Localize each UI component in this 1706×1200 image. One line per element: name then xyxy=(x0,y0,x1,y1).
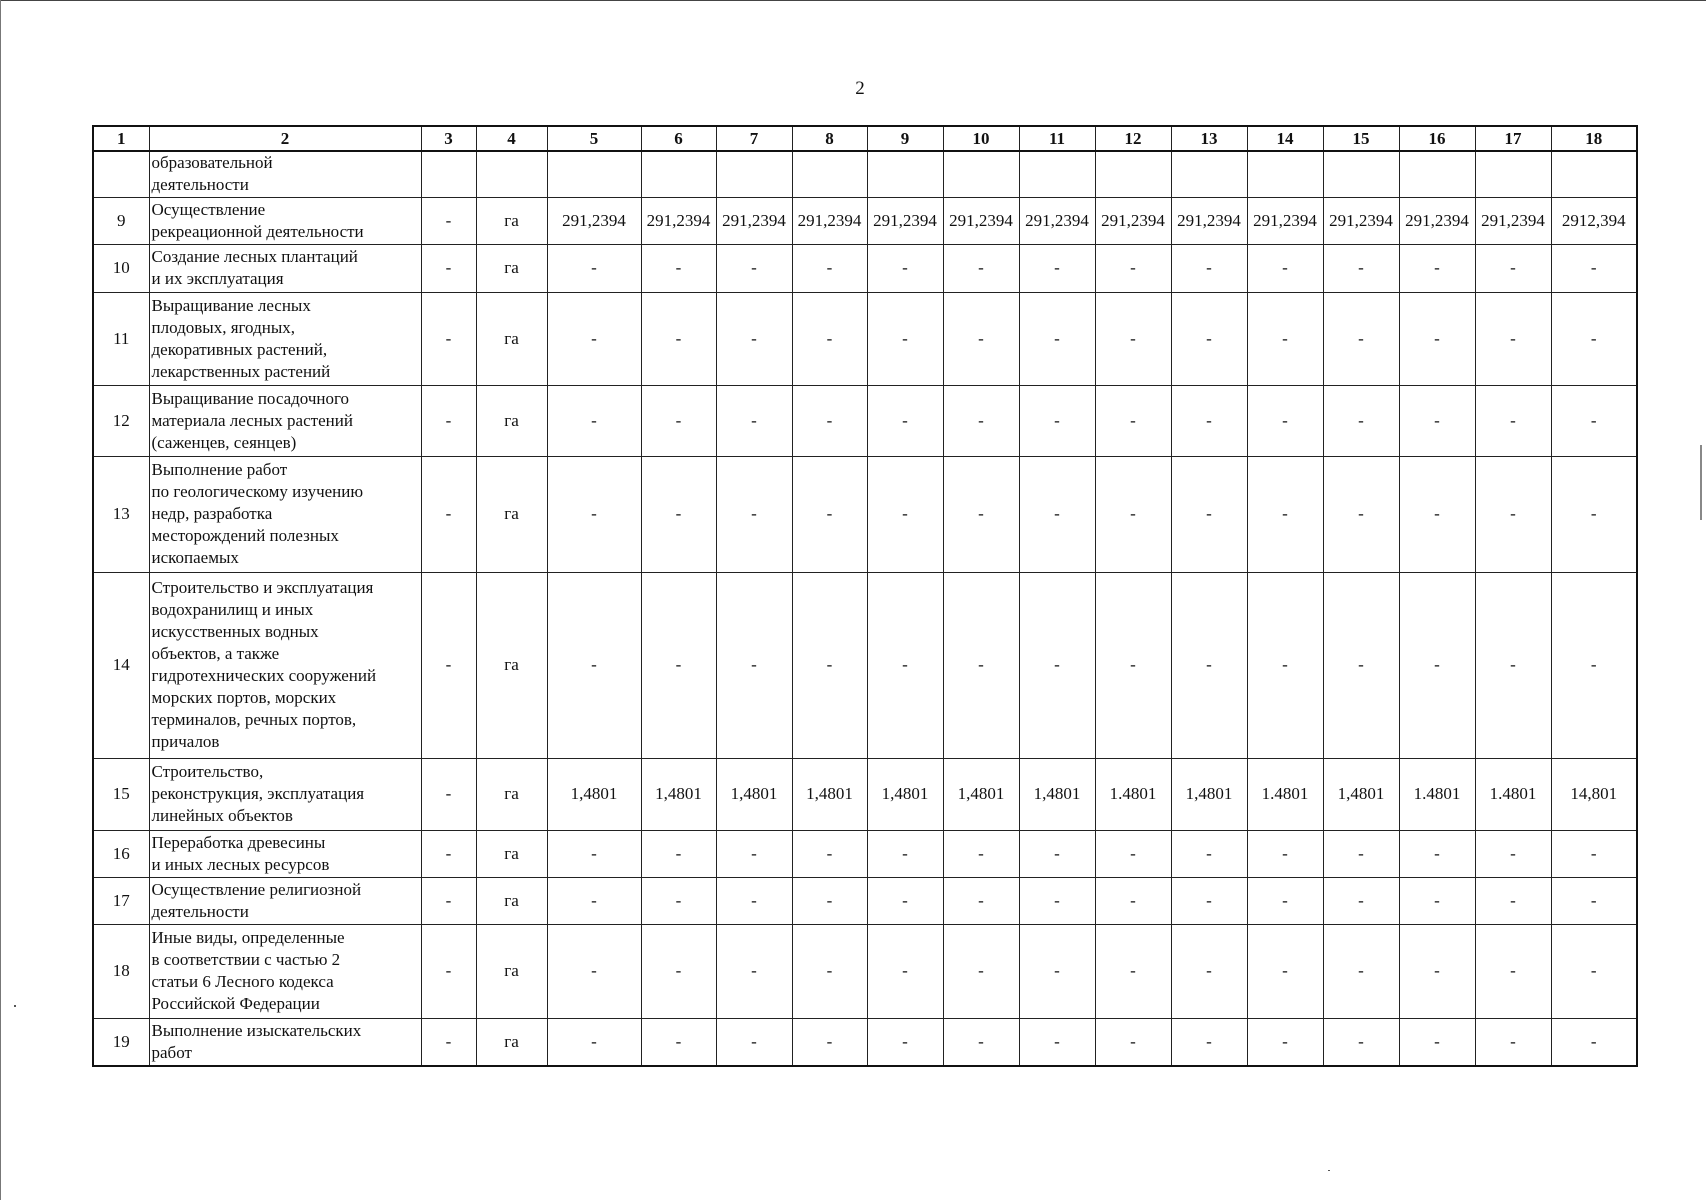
value-cell: - xyxy=(943,456,1019,572)
value-cell: - xyxy=(1019,924,1095,1018)
value-cell: - xyxy=(1475,924,1551,1018)
value-cell: 291,2394 xyxy=(1399,197,1475,244)
value-cell: 1,4801 xyxy=(716,758,792,830)
row-number: 18 xyxy=(93,924,149,1018)
value-cell: 291,2394 xyxy=(1019,197,1095,244)
value-cell: - xyxy=(867,877,943,924)
value-cell: - xyxy=(943,830,1019,877)
value-cell: - xyxy=(792,244,867,292)
value-cell: - xyxy=(1171,385,1247,456)
activity-name-line: реконструкция, эксплуатация xyxy=(151,784,365,803)
column-3-cell: - xyxy=(421,830,476,877)
value-cell: - xyxy=(1171,830,1247,877)
value-cell: 14,801 xyxy=(1551,758,1637,830)
activity-name-line: недр, разработка xyxy=(151,504,273,523)
value-cell: - xyxy=(1475,877,1551,924)
activity-name xyxy=(149,830,421,877)
value-cell: - xyxy=(1551,292,1637,385)
value-cell: - xyxy=(1019,877,1095,924)
column-3-cell: - xyxy=(421,572,476,758)
column-3-cell: - xyxy=(421,1018,476,1066)
value-cell: - xyxy=(1323,456,1399,572)
value-cell: - xyxy=(792,456,867,572)
activity-name-line: статьи 6 Лесного кодекса xyxy=(151,972,334,991)
column-header: 18 xyxy=(1551,126,1637,151)
value-cell: - xyxy=(716,830,792,877)
scan-border-top xyxy=(0,0,1706,1)
activity-name-line: линейных объектов xyxy=(151,806,293,825)
column-header: 7 xyxy=(716,126,792,151)
value-cell: - xyxy=(1551,385,1637,456)
row-number: 17 xyxy=(93,877,149,924)
column-header: 4 xyxy=(476,126,547,151)
value-cell: - xyxy=(716,292,792,385)
value-cell: - xyxy=(547,1018,641,1066)
column-3-cell: - xyxy=(421,924,476,1018)
value-cell: - xyxy=(1551,456,1637,572)
activity-name-line: в соответствии с частью 2 xyxy=(151,950,341,969)
column-3-cell: - xyxy=(421,292,476,385)
value-cell: - xyxy=(1399,292,1475,385)
value-cell: 291,2394 xyxy=(943,197,1019,244)
value-cell xyxy=(1171,151,1247,197)
scan-speck xyxy=(14,1005,16,1007)
row-number: 15 xyxy=(93,758,149,830)
value-cell: - xyxy=(641,1018,716,1066)
value-cell: - xyxy=(1475,385,1551,456)
column-header: 9 xyxy=(867,126,943,151)
value-cell: - xyxy=(1399,924,1475,1018)
value-cell: 291,2394 xyxy=(792,197,867,244)
activity-name-line: рекреационной деятельности xyxy=(151,221,364,241)
column-3-cell: - xyxy=(421,244,476,292)
activity-name-line: ископаемых xyxy=(151,548,239,567)
value-cell: - xyxy=(547,292,641,385)
value-cell: - xyxy=(867,244,943,292)
column-3-cell: - xyxy=(421,197,476,244)
value-cell: - xyxy=(1475,244,1551,292)
value-cell: - xyxy=(792,1018,867,1066)
value-cell xyxy=(547,151,641,197)
value-cell: 1,4801 xyxy=(1323,758,1399,830)
header-row xyxy=(93,126,1637,151)
table-row xyxy=(93,197,1637,244)
activity-name xyxy=(149,924,421,1018)
value-cell xyxy=(792,151,867,197)
column-header: 14 xyxy=(1247,126,1323,151)
value-cell: - xyxy=(1247,456,1323,572)
unit-cell: га xyxy=(476,197,547,244)
value-cell: - xyxy=(547,456,641,572)
value-cell: 1,4801 xyxy=(1019,758,1095,830)
value-cell: - xyxy=(716,924,792,1018)
value-cell: - xyxy=(1171,292,1247,385)
value-cell: - xyxy=(1323,572,1399,758)
value-cell: - xyxy=(943,877,1019,924)
value-cell: 291,2394 xyxy=(1323,197,1399,244)
activity-name xyxy=(149,572,421,758)
activity-name-line: плодовых, ягодных, xyxy=(151,317,295,337)
value-cell: 2912,394 xyxy=(1551,197,1637,244)
value-cell: - xyxy=(1095,830,1171,877)
column-3-cell: - xyxy=(421,385,476,456)
value-cell: - xyxy=(716,456,792,572)
activity-name-line: терминалов, речных портов, xyxy=(151,710,357,729)
value-cell: 1,4801 xyxy=(641,758,716,830)
value-cell: - xyxy=(943,292,1019,385)
unit-cell: га xyxy=(476,924,547,1018)
activity-name-line: Выращивание посадочного xyxy=(151,388,350,408)
value-cell: - xyxy=(1551,244,1637,292)
activity-name-line: морских портов, морских xyxy=(151,688,337,707)
row-number: 19 xyxy=(93,1018,149,1066)
value-cell: - xyxy=(1019,292,1095,385)
value-cell: 1.4801 xyxy=(1247,758,1323,830)
activity-name-line: Выполнение работ xyxy=(151,460,288,479)
value-cell: - xyxy=(792,924,867,1018)
value-cell: - xyxy=(1247,924,1323,1018)
value-cell: - xyxy=(1095,572,1171,758)
activity-name-line: Строительство и эксплуатация xyxy=(151,578,374,597)
value-cell: 291,2394 xyxy=(1247,197,1323,244)
value-cell: 291,2394 xyxy=(547,197,641,244)
value-cell: - xyxy=(716,385,792,456)
value-cell: - xyxy=(1171,572,1247,758)
value-cell: - xyxy=(547,924,641,1018)
activity-name-line: деятельности xyxy=(151,175,249,195)
value-cell: - xyxy=(792,385,867,456)
value-cell: - xyxy=(1475,572,1551,758)
value-cell: - xyxy=(641,877,716,924)
page-number: 2 xyxy=(855,78,865,99)
table-row xyxy=(93,1018,1637,1066)
value-cell: - xyxy=(641,830,716,877)
table-row xyxy=(93,292,1637,385)
column-header: 5 xyxy=(547,126,641,151)
value-cell: - xyxy=(867,385,943,456)
value-cell: - xyxy=(1323,924,1399,1018)
value-cell: 1.4801 xyxy=(1095,758,1171,830)
value-cell: - xyxy=(641,456,716,572)
value-cell: - xyxy=(547,830,641,877)
activity-name-line: работ xyxy=(151,1042,192,1062)
column-header: 8 xyxy=(792,126,867,151)
value-cell: - xyxy=(792,877,867,924)
value-cell: - xyxy=(1095,456,1171,572)
value-cell: - xyxy=(547,572,641,758)
unit-cell: га xyxy=(476,292,547,385)
value-cell: - xyxy=(641,292,716,385)
value-cell: 1,4801 xyxy=(792,758,867,830)
activity-name-line: образовательной xyxy=(151,153,273,173)
activity-name xyxy=(149,385,421,456)
column-3-cell xyxy=(421,151,476,197)
unit-cell: га xyxy=(476,456,547,572)
column-3-cell: - xyxy=(421,456,476,572)
column-header: 15 xyxy=(1323,126,1399,151)
activity-name-line: (саженцев, сеянцев) xyxy=(151,432,297,452)
value-cell: - xyxy=(1323,244,1399,292)
table-row xyxy=(93,385,1637,456)
value-cell: - xyxy=(1095,924,1171,1018)
activity-name-line: Выполнение изыскательских xyxy=(151,1020,362,1040)
value-cell: - xyxy=(867,456,943,572)
table-row xyxy=(93,456,1637,572)
unit-cell: га xyxy=(476,385,547,456)
value-cell: - xyxy=(716,244,792,292)
value-cell: - xyxy=(1399,385,1475,456)
column-header: 13 xyxy=(1171,126,1247,151)
value-cell: - xyxy=(1247,1018,1323,1066)
value-cell xyxy=(1247,151,1323,197)
scan-speck xyxy=(1328,1170,1330,1171)
scan-edge-mark xyxy=(1700,445,1702,520)
value-cell: - xyxy=(716,877,792,924)
value-cell xyxy=(716,151,792,197)
table-row xyxy=(93,572,1637,758)
value-cell: - xyxy=(1399,830,1475,877)
activity-name-line: декоративных растений, xyxy=(151,339,328,359)
activity-name-line: гидротехнических сооружений xyxy=(151,666,377,685)
value-cell: 291,2394 xyxy=(641,197,716,244)
column-header: 12 xyxy=(1095,126,1171,151)
value-cell: - xyxy=(867,830,943,877)
value-cell xyxy=(1019,151,1095,197)
value-cell: - xyxy=(867,292,943,385)
value-cell: - xyxy=(1171,877,1247,924)
value-cell: - xyxy=(792,292,867,385)
activity-name-line: месторождений полезных xyxy=(151,526,339,545)
value-cell: - xyxy=(1247,830,1323,877)
value-cell: 1.4801 xyxy=(1399,758,1475,830)
value-cell: - xyxy=(792,830,867,877)
value-cell: - xyxy=(1399,572,1475,758)
value-cell: - xyxy=(1247,385,1323,456)
value-cell: - xyxy=(1551,572,1637,758)
value-cell: - xyxy=(641,572,716,758)
column-header: 6 xyxy=(641,126,716,151)
activity-name-line: Осуществление xyxy=(151,199,266,219)
activity-name xyxy=(149,456,421,572)
activity-name xyxy=(149,244,421,292)
activity-name-line: Создание лесных плантаций xyxy=(151,247,358,266)
activity-name-line: искусственных водных xyxy=(151,622,319,641)
value-cell: - xyxy=(867,572,943,758)
value-cell: - xyxy=(1019,456,1095,572)
value-cell: - xyxy=(1171,1018,1247,1066)
value-cell: - xyxy=(641,244,716,292)
activity-name-line: Выращивание лесных xyxy=(151,295,311,315)
value-cell: - xyxy=(1551,830,1637,877)
value-cell: - xyxy=(1399,1018,1475,1066)
row-number: 9 xyxy=(93,197,149,244)
value-cell: 291,2394 xyxy=(867,197,943,244)
value-cell: - xyxy=(1475,292,1551,385)
value-cell: - xyxy=(641,924,716,1018)
activity-name-line: Осуществление религиозной xyxy=(151,879,362,899)
value-cell: 291,2394 xyxy=(1095,197,1171,244)
table-row xyxy=(93,244,1637,292)
value-cell: - xyxy=(867,1018,943,1066)
value-cell: - xyxy=(1551,1018,1637,1066)
value-cell: - xyxy=(1323,877,1399,924)
column-header: 3 xyxy=(421,126,476,151)
value-cell: - xyxy=(547,244,641,292)
row-number: 16 xyxy=(93,830,149,877)
value-cell: 1,4801 xyxy=(943,758,1019,830)
unit-cell: га xyxy=(476,758,547,830)
value-cell xyxy=(1551,151,1637,197)
activity-name xyxy=(149,197,421,244)
table-row xyxy=(93,758,1637,830)
value-cell: - xyxy=(1247,877,1323,924)
value-cell: - xyxy=(1399,456,1475,572)
value-cell: 1.4801 xyxy=(1475,758,1551,830)
activity-name-line: и иных лесных ресурсов xyxy=(151,854,330,874)
value-cell: - xyxy=(1551,924,1637,1018)
value-cell xyxy=(1323,151,1399,197)
value-cell: - xyxy=(943,572,1019,758)
activity-name-line: водохранилищ и иных xyxy=(151,600,314,619)
activity-name-line: и их эксплуатация xyxy=(151,269,284,288)
activity-name-line: деятельности xyxy=(151,901,249,921)
value-cell xyxy=(1095,151,1171,197)
column-header: 2 xyxy=(149,126,421,151)
unit-cell: га xyxy=(476,830,547,877)
unit-cell: га xyxy=(476,1018,547,1066)
column-header: 1 xyxy=(93,126,149,151)
column-3-cell: - xyxy=(421,877,476,924)
table-row xyxy=(93,830,1637,877)
value-cell: - xyxy=(1019,572,1095,758)
value-cell: - xyxy=(1171,244,1247,292)
value-cell: - xyxy=(1247,292,1323,385)
activity-name-line: лекарственных растений xyxy=(151,361,331,381)
value-cell xyxy=(641,151,716,197)
activity-name-line: материала лесных растений xyxy=(151,410,353,430)
value-cell: - xyxy=(1475,1018,1551,1066)
value-cell xyxy=(1399,151,1475,197)
value-cell: - xyxy=(641,385,716,456)
value-cell: - xyxy=(943,244,1019,292)
value-cell: - xyxy=(1551,877,1637,924)
table-row xyxy=(93,151,1637,197)
value-cell: - xyxy=(1019,385,1095,456)
value-cell: - xyxy=(792,572,867,758)
unit-cell: га xyxy=(476,877,547,924)
activity-name-line: по геологическому изучению xyxy=(151,482,364,501)
unit-cell: га xyxy=(476,572,547,758)
activity-name-line: Иные виды, определенные xyxy=(151,928,345,947)
value-cell: - xyxy=(1171,456,1247,572)
value-cell: - xyxy=(716,572,792,758)
row-number: 10 xyxy=(93,244,149,292)
value-cell: - xyxy=(1171,924,1247,1018)
value-cell: - xyxy=(1095,244,1171,292)
column-3-cell: - xyxy=(421,758,476,830)
value-cell: - xyxy=(1019,244,1095,292)
value-cell: - xyxy=(547,877,641,924)
activity-name-line: объектов, а также xyxy=(151,644,280,663)
row-number: 12 xyxy=(93,385,149,456)
column-header: 11 xyxy=(1019,126,1095,151)
table-row xyxy=(93,924,1637,1018)
value-cell: 291,2394 xyxy=(1475,197,1551,244)
value-cell: - xyxy=(1475,830,1551,877)
value-cell xyxy=(943,151,1019,197)
activity-name-line: Российской Федерации xyxy=(151,994,320,1013)
value-cell: - xyxy=(1095,292,1171,385)
value-cell: - xyxy=(943,924,1019,1018)
value-cell: - xyxy=(1095,1018,1171,1066)
column-header: 17 xyxy=(1475,126,1551,151)
activity-name-line: Строительство, xyxy=(151,762,264,781)
value-cell xyxy=(867,151,943,197)
unit-cell xyxy=(476,151,547,197)
table-row xyxy=(93,877,1637,924)
value-cell: - xyxy=(716,1018,792,1066)
value-cell: 1,4801 xyxy=(867,758,943,830)
value-cell: - xyxy=(1019,1018,1095,1066)
activity-name xyxy=(149,758,421,830)
row-number: 14 xyxy=(93,572,149,758)
value-cell: - xyxy=(943,385,1019,456)
value-cell: - xyxy=(547,385,641,456)
unit-cell: га xyxy=(476,244,547,292)
value-cell: - xyxy=(1247,572,1323,758)
activity-name xyxy=(149,292,421,385)
value-cell: - xyxy=(867,924,943,1018)
activity-name-line: Переработка древесины xyxy=(151,832,326,852)
activity-name xyxy=(149,877,421,924)
row-number xyxy=(93,151,149,197)
value-cell: - xyxy=(1323,385,1399,456)
row-number: 13 xyxy=(93,456,149,572)
value-cell xyxy=(1475,151,1551,197)
column-header: 10 xyxy=(943,126,1019,151)
value-cell: 1,4801 xyxy=(547,758,641,830)
value-cell: - xyxy=(1095,385,1171,456)
value-cell: - xyxy=(1247,244,1323,292)
activity-name xyxy=(149,1018,421,1066)
scan-border-left xyxy=(0,0,1,1200)
value-cell: - xyxy=(1019,830,1095,877)
activity-name-line: причалов xyxy=(151,732,220,751)
value-cell: - xyxy=(943,1018,1019,1066)
data-table xyxy=(92,125,1638,1067)
value-cell: 291,2394 xyxy=(716,197,792,244)
value-cell: - xyxy=(1323,292,1399,385)
value-cell: - xyxy=(1475,456,1551,572)
value-cell: 291,2394 xyxy=(1171,197,1247,244)
value-cell: - xyxy=(1323,830,1399,877)
value-cell: - xyxy=(1399,877,1475,924)
column-header: 16 xyxy=(1399,126,1475,151)
activity-name xyxy=(149,151,421,197)
value-cell: 1,4801 xyxy=(1171,758,1247,830)
value-cell: - xyxy=(1095,877,1171,924)
value-cell: - xyxy=(1399,244,1475,292)
value-cell: - xyxy=(1323,1018,1399,1066)
row-number: 11 xyxy=(93,292,149,385)
